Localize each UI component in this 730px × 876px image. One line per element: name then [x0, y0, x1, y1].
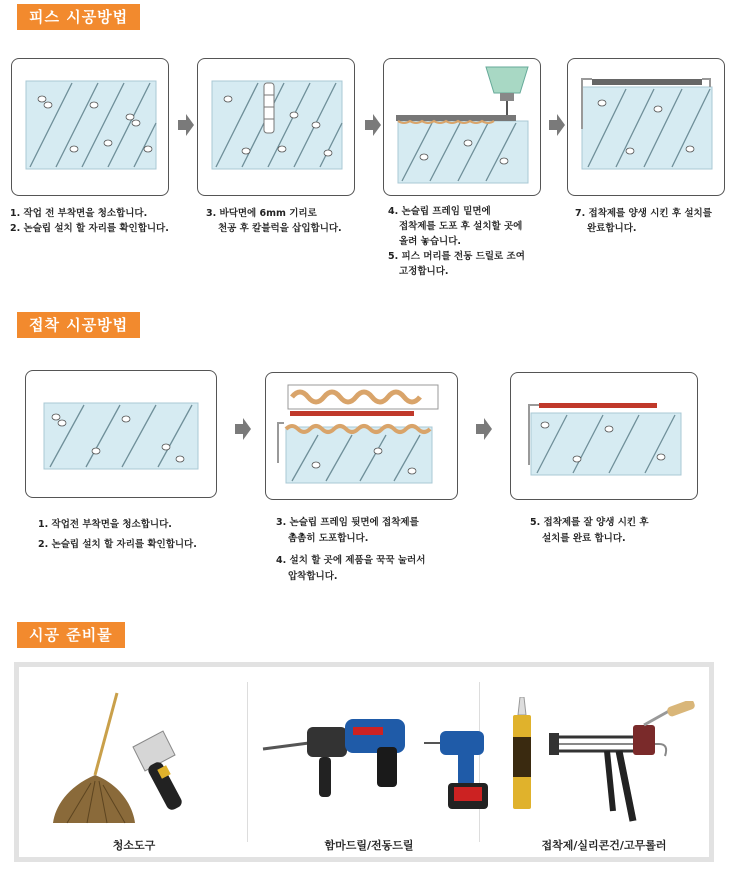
adhesive-step-2-illustration	[265, 372, 458, 500]
installed-strip-icon	[568, 59, 725, 196]
screw-step-4-text: 7. 접착제를 양생 시킨 후 설치를 완료합니다.	[575, 208, 712, 234]
tools-panel	[14, 662, 714, 862]
screw-step-2-illustration	[197, 58, 355, 196]
screw-step-3-text: 4. 논슬립 프레임 밑면에 접착제를 도포 후 설치할 곳에 올려 놓습니다. 5. 피스 머리를 전동 드릴로 조여 고정합니다.	[388, 206, 525, 277]
adhesive-tube-icon	[507, 697, 537, 817]
broom-icon	[47, 689, 137, 829]
glass-surface-icon	[26, 371, 217, 498]
scraper-icon	[129, 727, 209, 827]
arrow-right-icon	[235, 418, 251, 440]
screw-step-1-text: 1. 작업 전 부착면을 청소합니다. 2. 논슬립 설치 할 자리를 확인합니다.	[10, 208, 169, 234]
adhesive-step-3-text: 5. 접착제를 잘 양생 시킨 후 설치를 완료 합니다.	[530, 517, 649, 544]
tool-label-drills: 함마드릴/전동드릴	[324, 839, 414, 852]
arrow-right-icon	[476, 418, 492, 440]
hammer-drill-icon	[259, 697, 419, 807]
cordless-drill-icon	[424, 717, 504, 817]
installed-strip-icon	[511, 373, 698, 500]
arrow-right-icon	[178, 114, 194, 136]
adhesive-step-2-text: 3. 논슬립 프레임 뒷면에 접착제를 촘촘히 도포합니다. 4. 설치 할 곳에 제품을 꾹꾹 눌러서 압착합니다.	[276, 517, 426, 582]
glass-surface-icon	[12, 59, 169, 196]
drill-screw-icon	[384, 59, 541, 196]
tool-label-cleaning: 청소도구	[112, 839, 156, 852]
screw-step-2-text: 3. 바닥면에 6mm 기리로 천공 후 칼블럭을 삽입합니다.	[206, 208, 342, 234]
adhesive-step-3-illustration	[510, 372, 698, 500]
section-title-tools: 시공 준비물	[17, 622, 125, 648]
screw-step-1-illustration	[11, 58, 169, 196]
adhesive-apply-icon	[266, 373, 458, 500]
rubber-roller-icon	[629, 701, 699, 761]
screw-step-4-illustration	[567, 58, 725, 196]
arrow-right-icon	[365, 114, 381, 136]
screw-step-3-illustration	[383, 58, 541, 196]
section-title-screw: 피스 시공방법	[17, 4, 140, 30]
adhesive-step-1-text: 1. 작업전 부착면을 청소합니다. 2. 논슬립 설치 할 자리를 확인합니다.	[38, 519, 197, 550]
adhesive-step-1-illustration	[25, 370, 217, 498]
glass-surface-icon	[198, 59, 355, 196]
tool-label-adhesive-tools: 접착제/실리콘건/고무롤러	[541, 839, 667, 852]
section-title-adhesive: 접착 시공방법	[17, 312, 140, 338]
arrow-right-icon	[549, 114, 565, 136]
